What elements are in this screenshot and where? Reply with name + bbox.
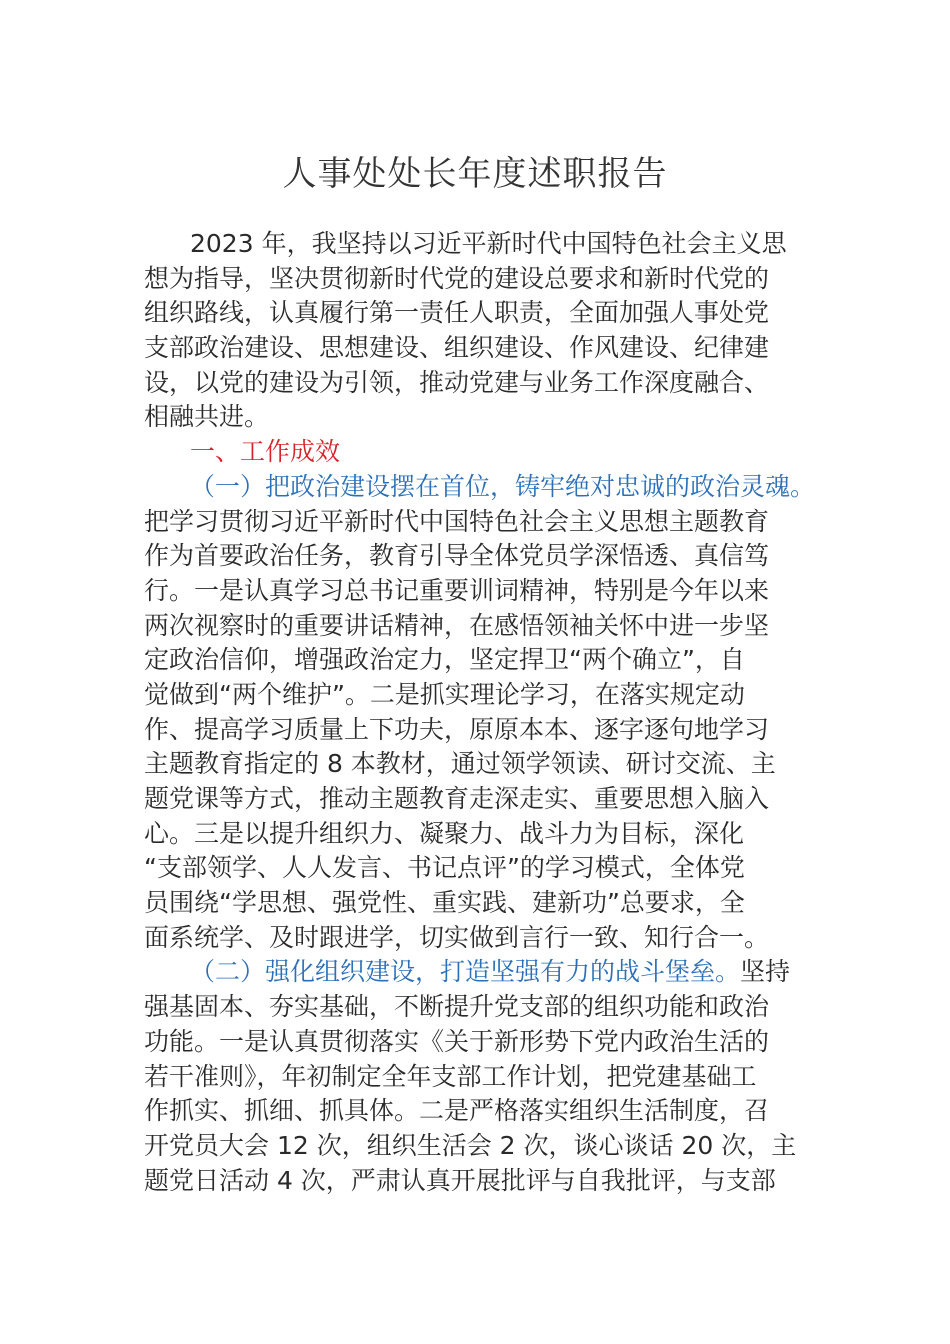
body-text: 支部政治建设、思想建设、组织建设、作风建设、纪律建 [144,333,770,363]
text-line [144,747,814,782]
text-line [144,886,814,921]
text-line [144,435,814,470]
body-text: 行。一是认真学习总书记重要训词精神，特别是今年以来 [144,575,770,605]
text-line [144,400,814,435]
body-text: 主题教育指定的 8 本教材，通过领学领读、研讨交流、主 [144,749,776,779]
body-text: 心。三是以提升组织力、凝聚力、战斗力为目标，深化 [144,818,745,848]
body-text: 把学习贯彻习近平新时代中国特色社会主义思想主题教育 [144,506,770,536]
text-line [144,851,814,886]
text-line [144,643,814,678]
body-text: 作抓实、抓细、抓具体。二是严格落实组织生活制度，召 [144,1096,770,1126]
text-line [144,1164,814,1199]
text-line [144,990,814,1025]
text-line [144,331,814,366]
text-line [144,262,814,297]
body-text: 定政治信仰，增强政治定力，坚定捍卫“两个确立”，自 [144,645,745,675]
body-text: 员围绕“学思想、强党性、重实践、建新功”总要求，全 [144,888,745,918]
body-text: 设，以党的建设为引领，推动党建与业务工作深度融合、 [144,367,770,397]
body-text: 组织路线，认真履行第一责任人职责，全面加强人事处党 [144,298,770,328]
body-text: 面系统学、及时跟进学，切实做到言行一致、知行合一。 [144,922,770,952]
text-line [144,713,814,748]
body-text: 强基固本、夯实基础，不断提升党支部的组织功能和政治 [144,992,770,1022]
subsection-heading: （一）把政治建设摆在首位，铸牢绝对忠诚的政治灵魂。 [190,471,816,501]
body-text: 题党日活动 4 次，严肃认真开展批评与自我批评，与支部 [144,1165,776,1195]
document-title: 人事处处长年度述职报告 [282,154,668,194]
text-line [144,470,814,505]
text-line [144,1025,814,1060]
text-line [144,505,814,540]
text-line [144,227,814,262]
text-line [144,1129,814,1164]
text-line [144,366,814,401]
body-text: 相融共进。 [144,402,270,432]
body-text: 功能。一是认真贯彻落实《关于新形势下党内政治生活的 [144,1026,770,1056]
text-line [144,296,814,331]
text-line [144,921,814,956]
body-text: 作为首要政治任务，教育引导全体党员学深悟透、真信笃 [144,541,770,571]
body-text: 作、提高学习质量上下功夫，原原本本、逐字逐句地学习 [144,714,770,744]
body-text: 若干准则》，年初制定全年支部工作计划，把党建基础工 [144,1061,757,1091]
body-text: 觉做到“两个维护”。二是抓实理论学习，在落实规定动 [144,679,745,709]
text-line [144,678,814,713]
subsection-heading: （二）强化组织建设，打造坚强有力的战斗堡垒。 [190,957,741,987]
body-text: 2023 年，我坚持以习近平新时代中国特色社会主义思 [190,229,787,258]
section-heading: 一、工作成效 [190,437,341,467]
document-body [144,227,814,1198]
text-line [144,1060,814,1095]
text-line [144,1094,814,1129]
body-text: 题党课等方式，推动主题教育走深走实、重要思想入脑入 [144,784,770,813]
text-line [144,782,814,817]
body-text: 开党员大会 12 次，组织生活会 2 次，谈心谈话 20 次，主 [144,1130,797,1160]
text-line [144,817,814,852]
text-line [144,609,814,644]
text-line [144,539,814,574]
body-text: 两次视察时的重要讲话精神，在感悟领袖关怀中进一步坚 [144,610,770,640]
body-text: “支部领学、人人发言、书记点评”的学习模式，全体党 [144,853,745,883]
text-line [144,574,814,609]
body-text: 想为指导，坚决贯彻新时代党的建设总要求和新时代党的 [144,263,770,293]
text-line [144,955,814,990]
body-text: 坚持 [740,957,791,987]
